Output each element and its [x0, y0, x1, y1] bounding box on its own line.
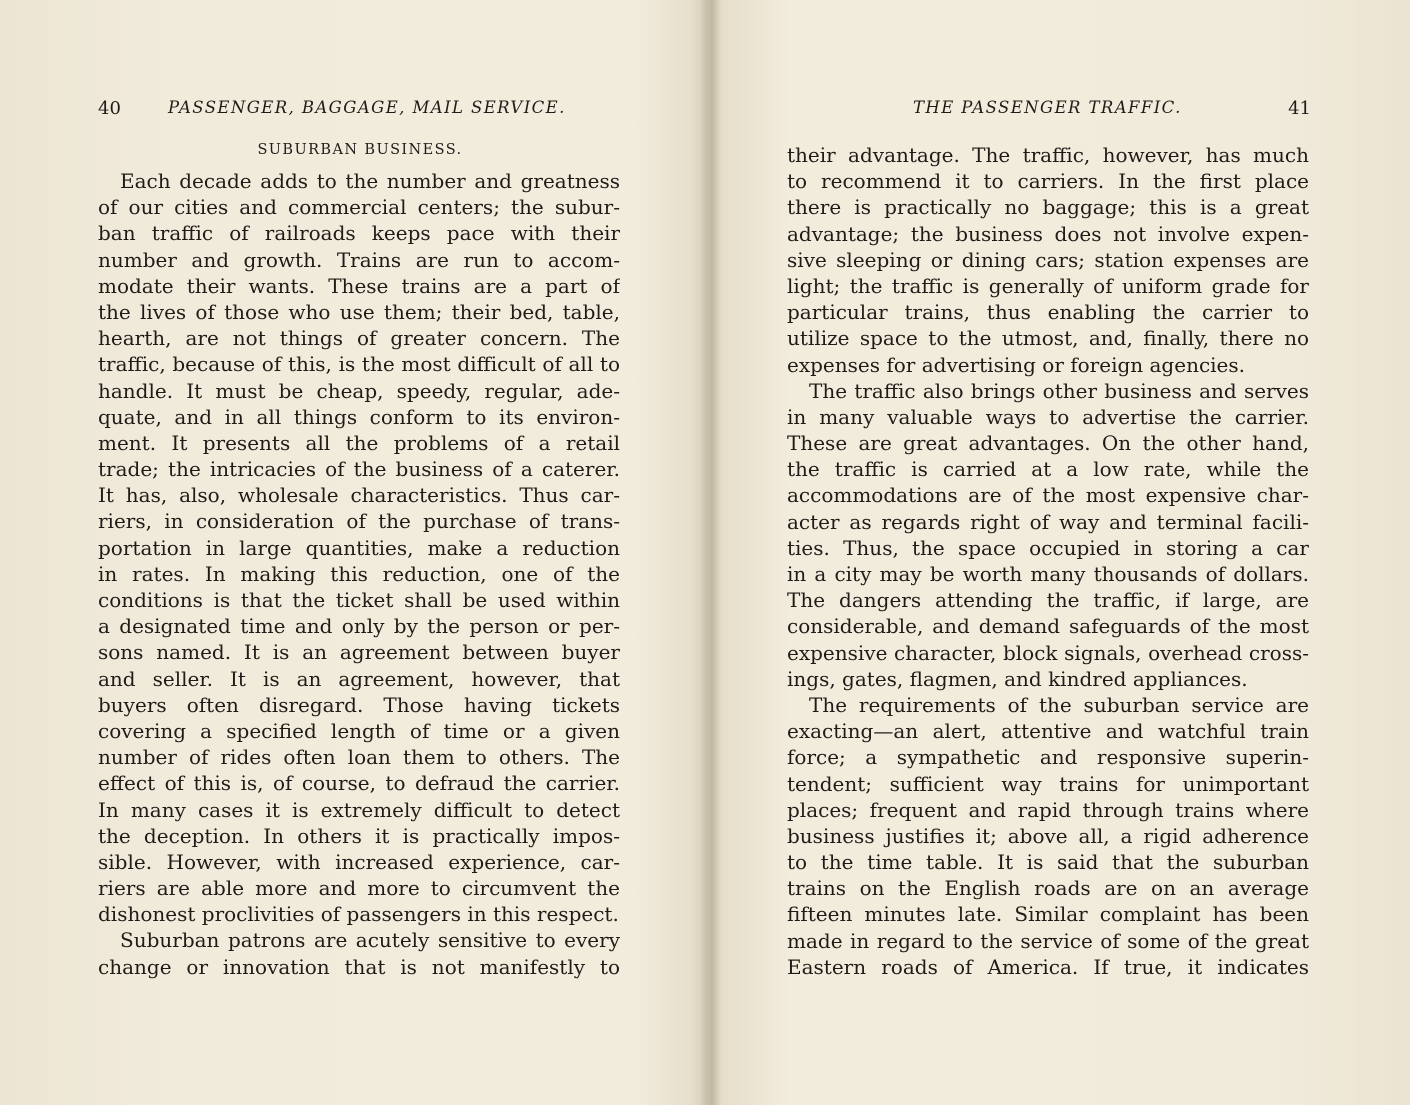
- left-page-body: [98, 168, 620, 980]
- text-line: In many cases it is extremely difficult to detect: [98, 797, 620, 822]
- text-line: the deception. In others it is practically impos-: [98, 823, 620, 848]
- text-line: riers are able more and more to circumvent the: [98, 876, 620, 901]
- text-line: Each decade adds to the number and greatness: [120, 169, 620, 193]
- text-line: ban traffic of railroads keeps pace with their: [98, 221, 620, 246]
- text-line: the traffic is carried at a low rate, while the: [787, 457, 1309, 482]
- text-line: ings, gates, flagmen, and kindred appliances.: [787, 666, 1248, 691]
- text-line: effect of this is, of course, to defraud the carrier.: [98, 771, 620, 796]
- text-line: in a city may be worth many thousands of dollars.: [787, 562, 1309, 586]
- text-line: light; the traffic is generally of uniform grade for: [787, 273, 1309, 298]
- text-line: tendent; sufficient way trains for unimportant: [787, 771, 1309, 796]
- text-line: expenses for advertising or foreign agencies.: [787, 352, 1246, 377]
- text-line: change or innovation that is not manifestly to: [98, 954, 620, 979]
- section-title: SUBURBAN BUSINESS.: [257, 142, 463, 158]
- text-line: fifteen minutes late. Similar complaint has been: [787, 902, 1309, 927]
- text-line: These are great advantages. On the other hand,: [787, 431, 1309, 456]
- text-line: quate, and in all things conform to its environ-: [98, 404, 620, 429]
- text-line: to the time table. It is said that the suburban: [787, 850, 1309, 875]
- text-line: made in regard to the service of some of the great: [787, 928, 1309, 953]
- text-line: trade; the intricacies of the business of a caterer.: [98, 457, 620, 482]
- text-line: advantage; the business does not involve expen-: [787, 221, 1309, 246]
- running-head-title: PASSENGER, BAGGAGE, MAIL SERVICE.: [168, 98, 566, 117]
- text-line: handle. It must be cheap, speedy, regular, ade-: [98, 378, 620, 403]
- text-line: It has, also, wholesale characteristics. Thus car-: [98, 483, 620, 508]
- text-line: force; a sympathetic and responsive superin-: [787, 745, 1309, 770]
- text-line: modate their wants. These trains are a part of: [98, 273, 620, 298]
- text-line: Eastern roads of America. If true, it indicates: [787, 954, 1309, 979]
- text-line: trains on the English roads are on an average: [787, 876, 1309, 901]
- page-number: 40: [98, 98, 121, 119]
- text-line: ment. It presents all the problems of a retail: [98, 430, 620, 455]
- text-line: number of rides often loan them to others. The: [98, 745, 620, 770]
- text-line: of our cities and commercial centers; the subur-: [98, 195, 620, 220]
- text-line: the lives of those who use them; their bed, table,: [98, 299, 620, 324]
- left-running-head: [98, 98, 622, 124]
- right-page-body: [787, 142, 1309, 980]
- text-line: business justifies it; above all, a rigid adherence: [787, 823, 1309, 848]
- text-line: exacting—an alert, attentive and watchful train: [787, 719, 1309, 744]
- running-head-title: THE PASSENGER TRAFFIC.: [913, 98, 1182, 117]
- text-line: portation in large quantities, make a reduction: [98, 535, 620, 560]
- page-number: 41: [1288, 98, 1311, 119]
- text-line: considerable, and demand safeguards of the most: [787, 614, 1309, 639]
- text-line: traffic, because of this, is the most difficult of all to: [98, 352, 620, 377]
- text-line: there is practically no baggage; this is a great: [787, 195, 1309, 220]
- text-line: in rates. In making this reduction, one of the: [98, 561, 620, 586]
- text-line: The dangers attending the traffic, if large, are: [787, 588, 1309, 613]
- text-line: covering a specified length of time or a given: [98, 718, 620, 743]
- text-line: buyers often disregard. Those having tickets: [98, 692, 620, 717]
- text-line: expensive character, block signals, overhead cross-: [787, 640, 1309, 665]
- text-line: sons named. It is an agreement between buyer: [98, 640, 620, 665]
- text-line: hearth, are not things of greater concern. The: [98, 326, 620, 351]
- text-line: accommodations are of the most expensive char-: [787, 483, 1309, 508]
- text-line: ties. Thus, the space occupied in storing a car: [787, 535, 1309, 560]
- text-line: sive sleeping or dining cars; station expenses are: [787, 247, 1309, 272]
- text-line: in many valuable ways to advertise the carrier.: [787, 404, 1309, 429]
- text-line: riers, in consideration of the purchase of trans-: [98, 509, 620, 534]
- text-line: sible. However, with increased experience, car-: [98, 849, 620, 874]
- text-line: places; frequent and rapid through trains where: [787, 797, 1309, 822]
- right-page: [705, 0, 1410, 1105]
- text-line: particular trains, thus enabling the carrier to: [787, 300, 1309, 325]
- text-line: The traffic also brings other business and serves: [809, 378, 1309, 403]
- text-line: Suburban patrons are acutely sensitive to every: [120, 928, 620, 953]
- text-line: acter as regards right of way and terminal facili-: [787, 509, 1309, 534]
- text-line: dishonest proclivities of passengers in this respect.: [98, 902, 619, 927]
- text-line: their advantage. The traffic, however, has much: [787, 143, 1309, 167]
- text-line: number and growth. Trains are run to accom-: [98, 247, 620, 272]
- text-line: to recommend it to carriers. In the first place: [787, 169, 1309, 194]
- text-line: The requirements of the suburban service are: [809, 692, 1309, 717]
- text-line: and seller. It is an agreement, however, that: [98, 666, 620, 691]
- text-line: a designated time and only by the person or per-: [98, 614, 620, 639]
- right-running-head: [787, 98, 1311, 124]
- text-line: utilize space to the utmost, and, finally, there no: [787, 326, 1309, 351]
- text-line: conditions is that the ticket shall be used within: [98, 588, 620, 612]
